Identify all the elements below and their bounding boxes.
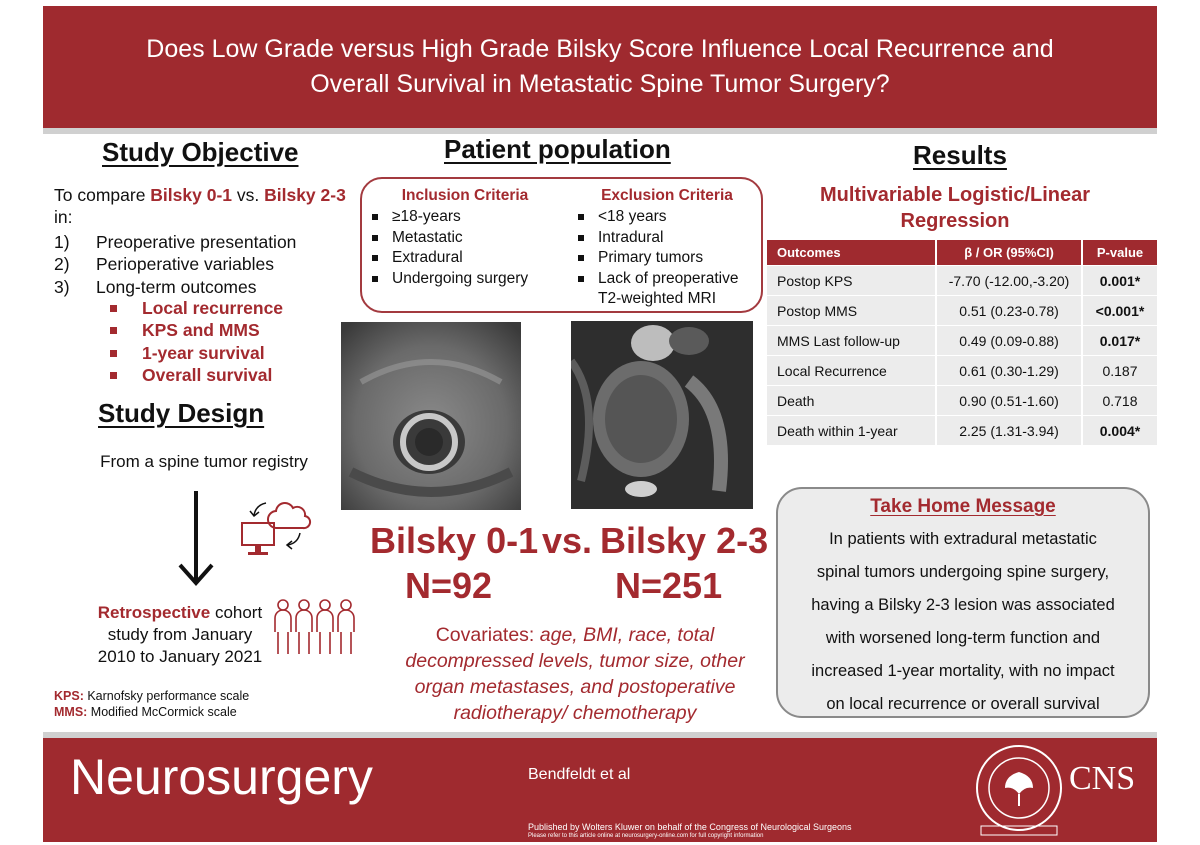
registry-text: From a spine tumor registry	[100, 452, 308, 471]
take-home-title: Take Home Message	[870, 496, 1056, 517]
take-home-text: In patients with extradural metastatic spinal tumors undergoing spine surgery, having a Bilsky 2-3 lesion was associated with worsened long-term function and increased 1-year mortality, with no impact on local recurrence or overall survival	[811, 530, 1115, 713]
bilsky-right-label: Bilsky 2-3	[600, 520, 769, 561]
exclusion-criteria: Exclusion Criteria <18 years Intradural Primary tumors Lack of preoperative T2-weighted MRI	[576, 187, 758, 310]
retrospective-text: Retrospective cohort study from January 2010 to January 2021	[97, 603, 263, 666]
list-item: 1) Preoperative presentation	[54, 231, 297, 252]
covariates-text: Covariates: age, BMI, race, total decompressed levels, tumor size, other organ metastases, and postoperative radiotherapy/ chemotherapy	[405, 624, 745, 724]
table-header: Outcomes β / OR (95%CI) P-value	[767, 240, 1157, 266]
objective-list	[54, 231, 354, 299]
copyright-note: Please refer to this article online at neurosurgery-online.com for full copyright information	[528, 833, 764, 839]
down-arrow-icon	[176, 489, 216, 589]
take-home-box	[776, 487, 1150, 718]
title-line-1: Does Low Grade versus High Grade Bilsky Score Influence Local Recurrence and	[146, 35, 1054, 63]
table-row: Death within 1-year 2.25 (1.31-3.94) 0.004*	[767, 416, 1157, 446]
results-table	[767, 240, 1157, 446]
poster-header	[43, 6, 1157, 128]
journal-logo: Neurosurgery	[70, 749, 373, 805]
objective-text: To compare Bilsky 0-1 vs. Bilsky 2-3 in:	[54, 185, 346, 227]
list-item: Extradural	[370, 248, 560, 269]
cns-seal-icon	[973, 742, 1065, 838]
abbreviations: KPS: Karnofsky performance scale MMS: Modified McCormick scale	[54, 689, 250, 719]
list-item: Lack of preoperative T2-weighted MRI	[576, 269, 758, 310]
group-b-label: Bilsky 2-3	[264, 185, 346, 205]
table-row: Postop MMS 0.51 (0.23-0.78) <0.001*	[767, 296, 1157, 326]
list-item: <18 years	[576, 207, 758, 228]
inclusion-criteria: Inclusion Criteria ≥18-years Metastatic Extradural Undergoing surgery	[370, 187, 560, 289]
table-row: Death 0.90 (0.51-1.60) 0.718	[767, 386, 1157, 416]
n-right: N=251	[615, 565, 723, 606]
outcomes-list	[110, 297, 283, 387]
list-item: ≥18-years	[370, 207, 560, 228]
title-line-2: Overall Survival in Metastatic Spine Tumor Surgery?	[310, 70, 890, 98]
patient-population-heading: Patient population	[444, 134, 671, 164]
mri-image-bilsky-2-3	[571, 321, 753, 509]
study-design-heading: Study Design	[98, 398, 265, 428]
list-item: Primary tumors	[576, 248, 758, 269]
people-icon	[272, 598, 358, 658]
table-row: Postop KPS -7.70 (-12.00,-3.20) 0.001*	[767, 266, 1157, 296]
list-item: Intradural	[576, 228, 758, 249]
cloud-computer-icon	[236, 489, 314, 561]
list-item: Undergoing surgery	[370, 269, 560, 290]
table-row: Local Recurrence 0.61 (0.30-1.29) 0.187	[767, 356, 1157, 386]
authors: Bendfeldt et al	[528, 766, 631, 783]
list-item: 1-year survival	[110, 342, 283, 365]
list-item: Metastatic	[370, 228, 560, 249]
list-item: 2) Perioperative variables	[54, 254, 275, 275]
list-item: 3) Long-term outcomes	[54, 276, 257, 297]
mri-image-bilsky-0-1	[341, 322, 521, 510]
publisher-note: Published by Wolters Kluwer on behalf of the Congress of Neurological Surgeons	[528, 822, 852, 832]
list-item: Overall survival	[110, 365, 283, 388]
group-a-label: Bilsky 0-1	[150, 185, 233, 205]
list-item: Local recurrence	[110, 297, 283, 320]
vs-label: vs.	[542, 520, 593, 561]
results-heading: Results	[913, 140, 1007, 170]
cns-label: CNS	[1069, 760, 1136, 797]
list-item: KPS and MMS	[110, 320, 283, 343]
criteria-box	[360, 177, 763, 313]
poster-footer	[43, 738, 1157, 842]
bilsky-left-label: Bilsky 0-1	[370, 520, 539, 561]
regression-subheading: Multivariable Logistic/Linear Regression	[819, 184, 1091, 232]
n-left: N=92	[405, 565, 493, 606]
table-row: MMS Last follow-up 0.49 (0.09-0.88) 0.017*	[767, 326, 1157, 356]
study-objective-heading: Study Objective	[102, 137, 299, 167]
